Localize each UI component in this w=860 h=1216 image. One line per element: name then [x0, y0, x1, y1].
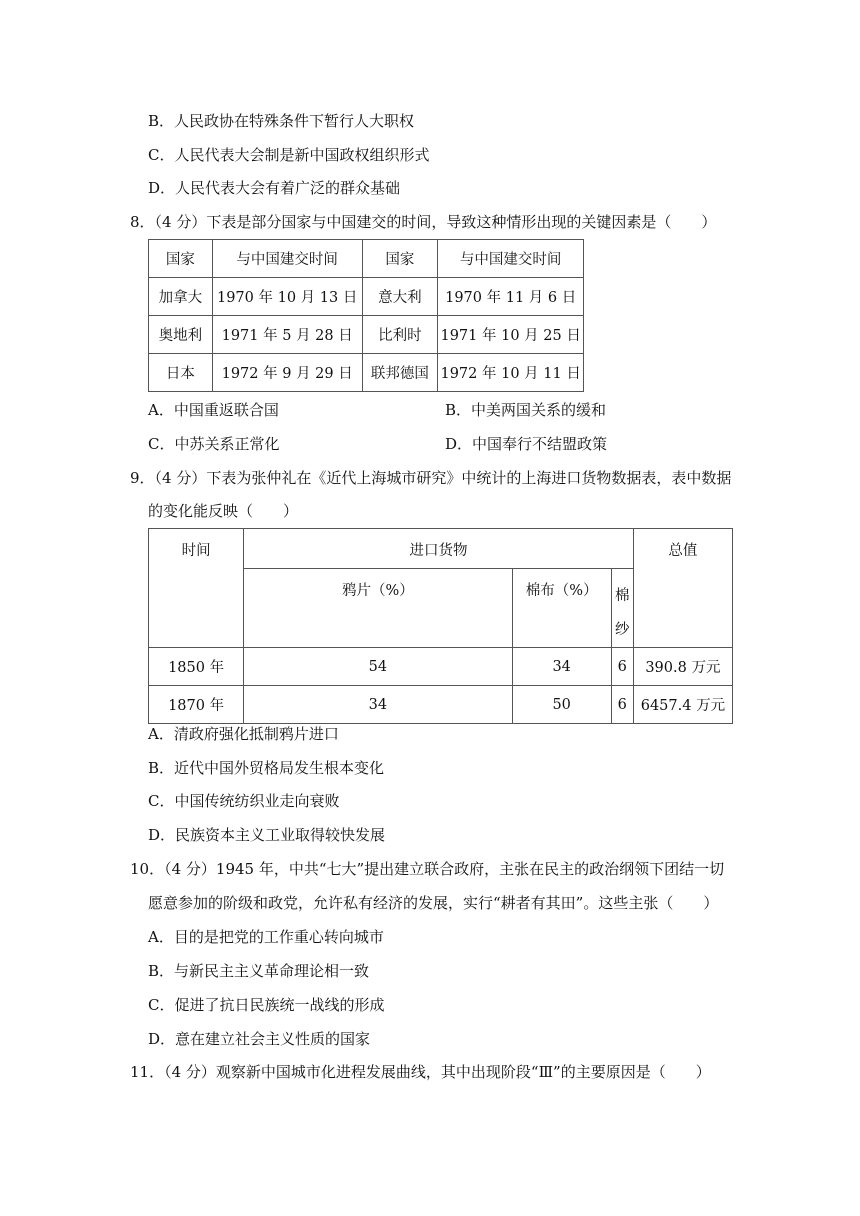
header-time: 时间: [149, 529, 244, 648]
q10-option-a: A．目的是把党的工作重心转向城市: [148, 928, 384, 946]
table-cell: 1972 年 9 月 29 日: [212, 354, 362, 392]
q10-option-c: C．促进了抗日民族统一战线的形成: [148, 996, 385, 1014]
table-cell: 比利时: [362, 316, 438, 354]
q10-stem-line2: 愿意参加的阶级和政党，允许私有经济的发展，实行“耕者有其田”。这些主张（ ）: [148, 894, 719, 912]
header-cell: 与中国建交时间: [438, 240, 584, 278]
q8-table: [148, 239, 584, 392]
header-cell: 国家: [362, 240, 438, 278]
table-row: [149, 278, 584, 316]
q10-stem-line1: 10．（4 分）1945 年，中共“七大”提出建立联合政府，主张在民主的政治纲领下团结一切: [130, 860, 725, 878]
q8-stem: 8．（4 分）下表是部分国家与中国建交的时间，导致这种情形出现的关键因素是（ ）: [130, 213, 717, 231]
q9-option-b: B．近代中国外贸格局发生根本变化: [148, 759, 385, 777]
q8-option-d: D．中国奉行不结盟政策: [445, 435, 608, 453]
table-cell: 1971 年 10 月 25 日: [438, 316, 584, 354]
q7-option-b: B．人民政协在特殊条件下暂行人大职权: [148, 112, 415, 130]
table-cell: 日本: [149, 354, 213, 392]
table-cell: 34: [512, 648, 611, 686]
table-cell: 1850 年: [149, 648, 244, 686]
header-yarn-char1: 棉: [615, 588, 630, 604]
q9-option-d: D．民族资本主义工业取得较快发展: [148, 826, 386, 844]
table-row: [149, 686, 733, 724]
table-cell: 奥地利: [149, 316, 213, 354]
header-cloth: 棉布（%）: [512, 569, 611, 648]
q9-option-a: A．清政府强化抵制鸦片进口: [148, 725, 339, 743]
table-cell: 6457.4 万元: [633, 686, 732, 724]
table-cell: 390.8 万元: [633, 648, 732, 686]
table-cell: 1970 年 10 月 13 日: [212, 278, 362, 316]
table-row: [149, 648, 733, 686]
header-yarn-char2: 纱: [615, 622, 630, 638]
table-row: [149, 354, 584, 392]
q9-table: [148, 528, 733, 724]
q8-option-b: B．中美两国关系的缓和: [445, 401, 607, 419]
header-cell: 与中国建交时间: [212, 240, 362, 278]
header-imports: 进口货物: [244, 529, 634, 569]
q8-option-c: C．中苏关系正常化: [148, 435, 280, 453]
q9-stem-line2: 的变化能反映（ ）: [148, 502, 299, 520]
q10-option-d: D．意在建立社会主义性质的国家: [148, 1030, 371, 1048]
q10-option-b: B．与新民主主义革命理论相一致: [148, 962, 370, 980]
table-cell: 1970 年 11 月 6 日: [438, 278, 584, 316]
table-cell: 意大利: [362, 278, 438, 316]
table-row: [149, 316, 584, 354]
table-cell: 加拿大: [149, 278, 213, 316]
table-cell: 1971 年 5 月 28 日: [212, 316, 362, 354]
q11-stem: 11．（4 分）观察新中国城市化进程发展曲线，其中出现阶段“Ⅲ”的主要原因是（ ）: [130, 1063, 711, 1081]
q7-option-c: C．人民代表大会制是新中国政权组织形式: [148, 146, 430, 164]
table-cell: 1972 年 10 月 11 日: [438, 354, 584, 392]
table-cell: 34: [244, 686, 512, 724]
q9-option-c: C．中国传统纺织业走向衰败: [148, 792, 340, 810]
table-header-row: [149, 529, 733, 569]
q8-option-a: A．中国重返联合国: [148, 401, 279, 419]
header-cell: 国家: [149, 240, 213, 278]
header-opium: 鸦片（%）: [244, 569, 512, 648]
header-yarn: [611, 569, 633, 648]
header-total: 总值: [633, 529, 732, 648]
table-cell: 6: [611, 686, 633, 724]
table-cell: 50: [512, 686, 611, 724]
table-cell: 6: [611, 648, 633, 686]
q7-option-d: D．人民代表大会有着广泛的群众基础: [148, 179, 401, 197]
table-cell: 54: [244, 648, 512, 686]
q9-stem-line1: 9．（4 分）下表为张仲礼在《近代上海城市研究》中统计的上海进口货物数据表，表中数据: [130, 469, 732, 487]
table-header-row: [149, 240, 584, 278]
table-cell: 1870 年: [149, 686, 244, 724]
table-cell: 联邦德国: [362, 354, 438, 392]
